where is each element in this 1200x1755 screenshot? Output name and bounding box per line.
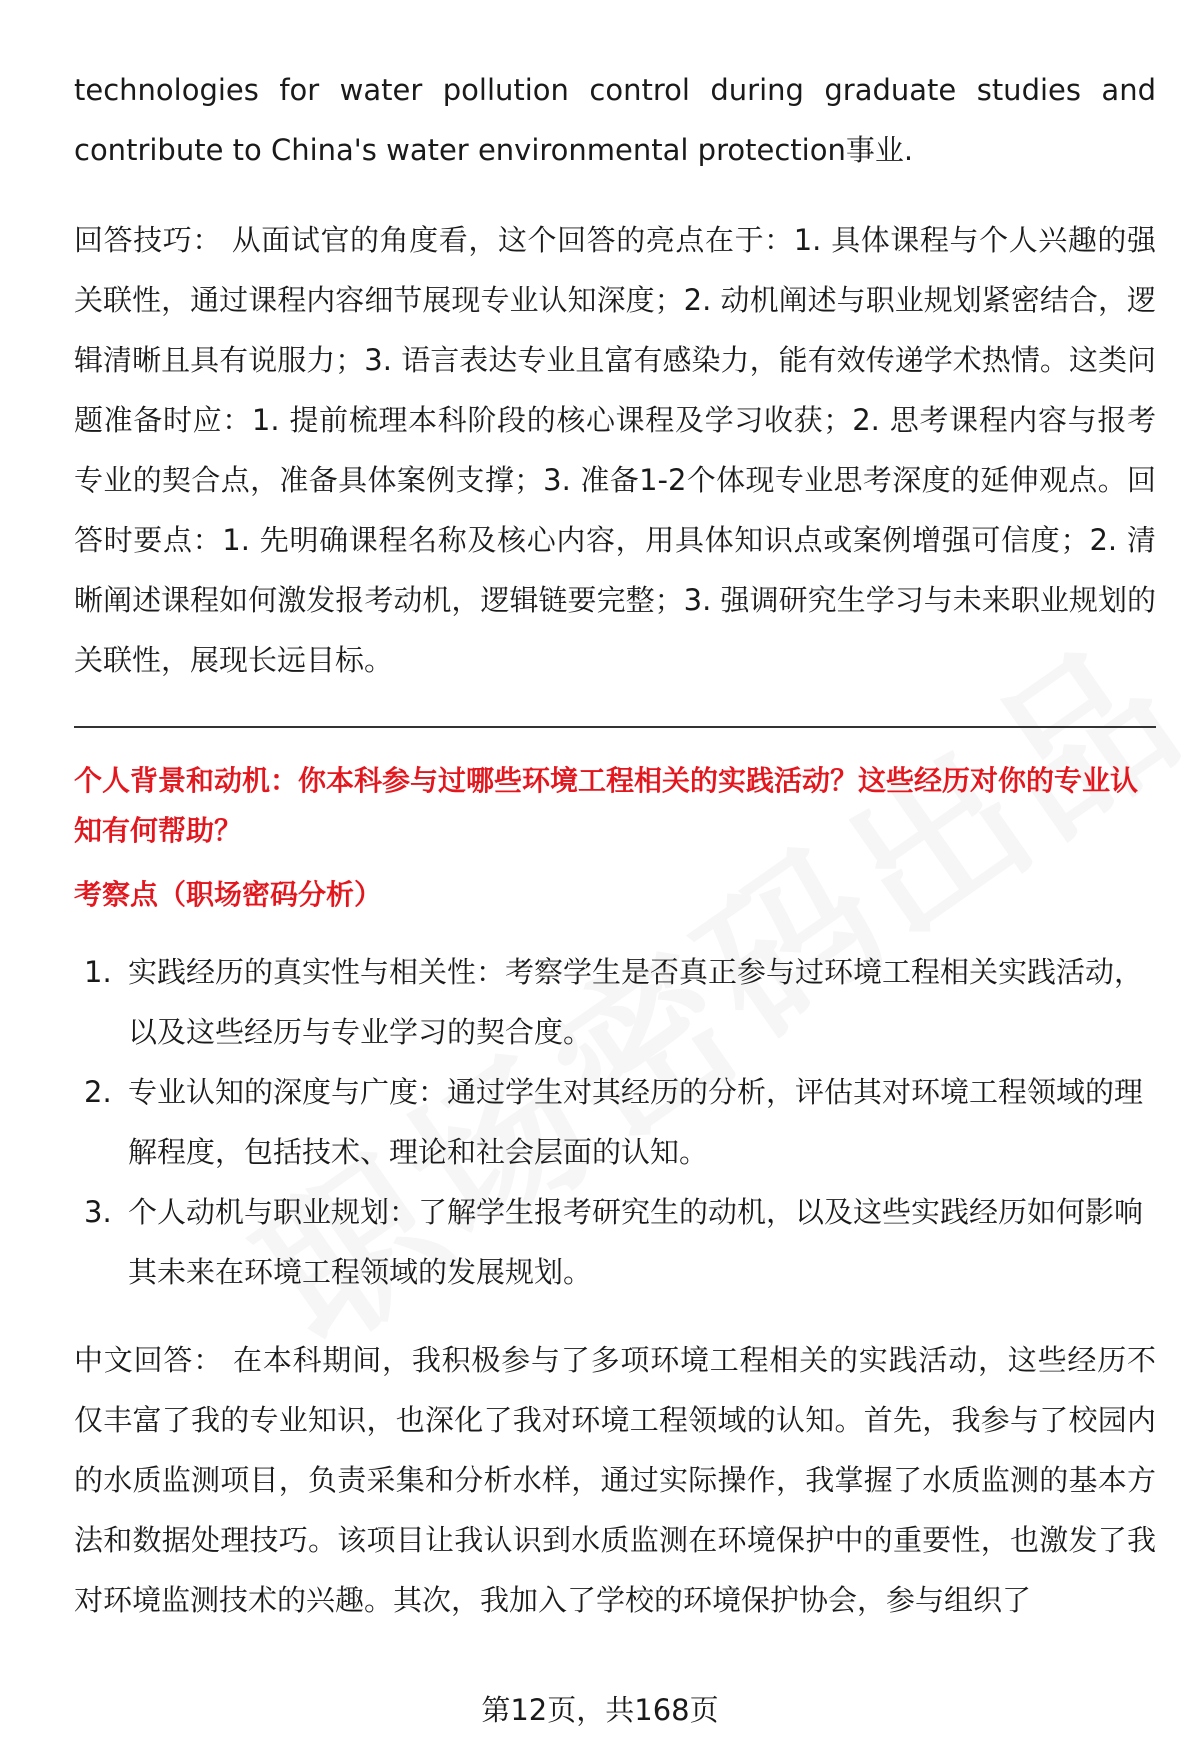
list-item xyxy=(74,1062,1156,1182)
analysis-heading: 考察点（职场密码分析） xyxy=(74,878,383,911)
list-item-number: 3. xyxy=(84,1195,112,1229)
list-item-number: 1. xyxy=(84,955,112,989)
question-heading: 个人背景和动机：你本科参与过哪些环境工程相关的实践活动？这些经历对你的专业认知有何帮助？ xyxy=(74,764,1139,847)
list-item-text: 个人动机与职业规划：了解学生报考研究生的动机，以及这些实践经历如何影响其未来在环境工程领域的发展规划。 xyxy=(128,1195,1144,1289)
tips-text: 从面试官的角度看，这个回答的亮点在于：1. 具体课程与个人兴趣的强关联性，通过课程内容细节展现专业认知深度；2. 动机阐述与职业规划紧密结合，逻辑清晰且具有说服力；3. 语言表达专业且富有感染力，能有效传递学术热情。这类问题准备时应：1. 提前梳理本科阶段的核心课程及学习收获；2. 思考课程内容与报考专业的契合点，准备具体案例支撑；3. 准备1-2个体现专业思考深度的延伸观点。回答时要点：1. 先明确课程名称及核心内容，用具体知识点或案例增强可信度；2. 清晰阐述课程如何激发报考动机，逻辑链要完整；3. 强调研究生学习与未来职业规划的关联性，展现长远目标。 xyxy=(74,223,1157,677)
tips-label: 回答技巧： xyxy=(74,223,222,257)
list-item xyxy=(74,1182,1156,1302)
list-item-number: 2. xyxy=(84,1075,112,1109)
section-divider xyxy=(74,726,1156,728)
tips-paragraph xyxy=(74,210,1156,690)
answer-label: 中文回答： xyxy=(74,1343,223,1377)
analysis-list xyxy=(74,942,1156,1302)
answer-text: 在本科期间，我积极参与了多项环境工程相关的实践活动，这些经历不仅丰富了我的专业知识，也深化了我对环境工程领域的认知。首先，我参与了校园内的水质监测项目，负责采集和分析水样，通过实际操作，我掌握了水质监测的基本方法和数据处理技巧。该项目让我认识到水质监测在环境保护中的重要性，也激发了我对环境监测技术的兴趣。其次，我加入了学校的环境保护协会，参与组织了 xyxy=(74,1343,1156,1617)
answer-paragraph xyxy=(74,1330,1156,1630)
list-item xyxy=(74,942,1156,1062)
list-item-text: 专业认知的深度与广度：通过学生对其经历的分析，评估其对环境工程领域的理解程度，包括技术、理论和社会层面的认知。 xyxy=(128,1075,1144,1169)
list-item-text: 实践经历的真实性与相关性：考察学生是否真正参与过环境工程相关实践活动，以及这些经历与专业学习的契合度。 xyxy=(128,955,1144,1049)
intro-paragraph: technologies for water pollution control during graduate studies and contribute to China's water environmental protection事业. xyxy=(74,73,1156,167)
page-number: 第12页，共168页 xyxy=(481,1693,719,1727)
document-page xyxy=(74,60,1156,1630)
